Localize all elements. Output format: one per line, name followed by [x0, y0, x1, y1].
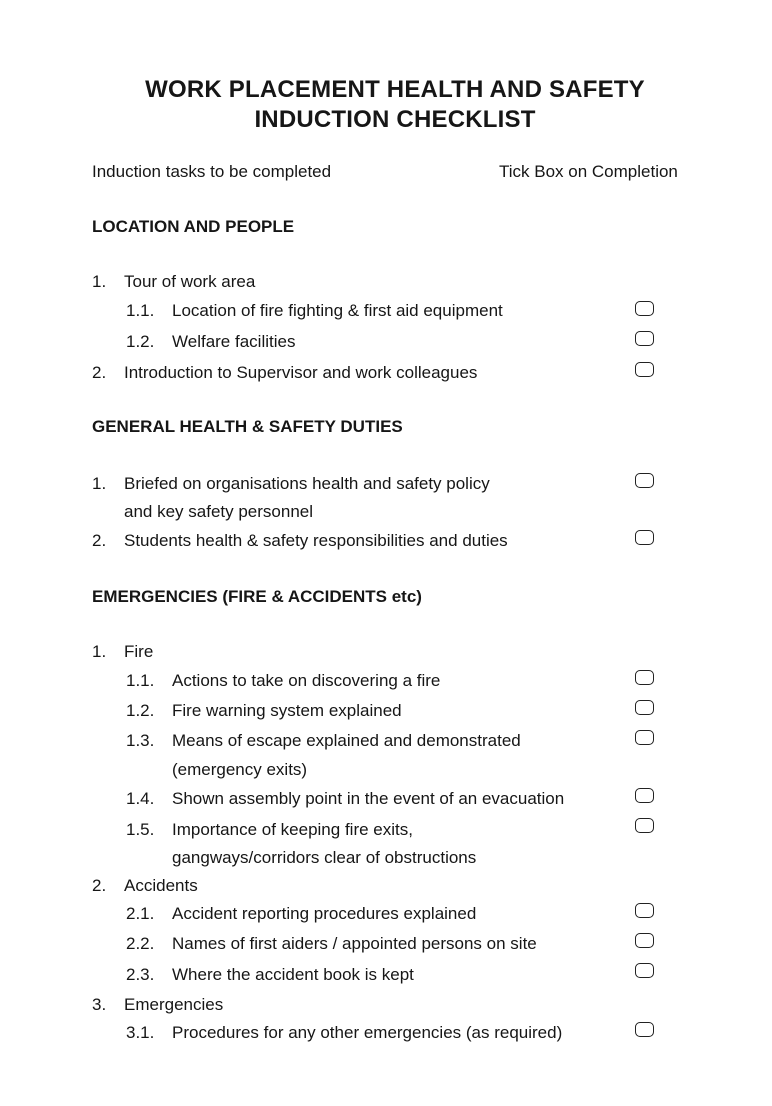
item-number: 2.	[92, 876, 107, 895]
item-text: Names of first aiders / appointed persons on site	[172, 934, 537, 953]
item-text: Tour of work area	[124, 272, 256, 291]
checkbox-first-aiders[interactable]	[635, 933, 654, 948]
item-number: 3.	[92, 995, 107, 1014]
item-text: Importance of keeping fire exits,	[172, 820, 413, 839]
item-number: 2.2.	[126, 934, 155, 953]
checkbox-welfare-facilities[interactable]	[635, 331, 654, 346]
item-number: 1.	[92, 474, 107, 493]
item-number: 1.5.	[126, 820, 155, 839]
item-number: 1.	[92, 272, 107, 291]
item-number: 1.1.	[126, 671, 155, 690]
checkbox-safety-policy-briefing[interactable]	[635, 473, 654, 488]
checkbox-fire-fighting-first-aid-location[interactable]	[635, 301, 654, 316]
item-number: 3.1.	[126, 1023, 155, 1042]
checkbox-accident-book[interactable]	[635, 963, 654, 978]
item-text: Welfare facilities	[172, 332, 296, 351]
item-text-continued: gangways/corridors clear of obstructions	[172, 848, 477, 867]
item-text: Actions to take on discovering a fire	[172, 671, 441, 690]
item-number: 1.4.	[126, 789, 155, 808]
section-heading-emergencies: EMERGENCIES (FIRE & ACCIDENTS etc)	[92, 587, 422, 606]
item-number: 1.1.	[126, 301, 155, 320]
checkbox-accident-reporting[interactable]	[635, 903, 654, 918]
checkbox-discovering-fire[interactable]	[635, 670, 654, 685]
checkbox-means-of-escape[interactable]	[635, 730, 654, 745]
item-text: Emergencies	[124, 995, 224, 1014]
checkbox-other-emergencies[interactable]	[635, 1022, 654, 1037]
item-number: 1.	[92, 642, 107, 661]
item-text: Students health & safety responsibilities and duties	[124, 531, 508, 550]
item-text-continued: (emergency exits)	[172, 760, 308, 779]
section-heading-location-and-people: LOCATION AND PEOPLE	[92, 217, 295, 236]
item-text: Fire warning system explained	[172, 701, 402, 720]
tasks-column-header: Induction tasks to be completed	[92, 162, 332, 181]
item-text: Fire	[124, 642, 154, 661]
item-number: 2.1.	[126, 904, 155, 923]
checkbox-fire-exits-clear[interactable]	[635, 818, 654, 833]
item-text: Means of escape explained and demonstrated	[172, 731, 521, 750]
item-number: 1.2.	[126, 332, 155, 351]
item-text: Introduction to Supervisor and work colleagues	[124, 363, 478, 382]
item-number: 1.3.	[126, 731, 155, 750]
item-text: Procedures for any other emergencies (as required)	[172, 1023, 563, 1042]
item-number: 1.2.	[126, 701, 155, 720]
item-text: Where the accident book is kept	[172, 965, 414, 984]
item-text: Briefed on organisations health and safety policy	[124, 474, 490, 493]
checkbox-introduction-supervisor[interactable]	[635, 362, 654, 377]
section-heading-general-health-safety-duties: GENERAL HEALTH & SAFETY DUTIES	[92, 417, 403, 436]
document-title-line-2: INDUCTION CHECKLIST	[254, 106, 536, 133]
checkbox-fire-warning-system[interactable]	[635, 700, 654, 715]
item-text: Location of fire fighting & first aid equipment	[172, 301, 503, 320]
document-title-line-1: WORK PLACEMENT HEALTH AND SAFETY	[145, 76, 645, 103]
item-text-continued: and key safety personnel	[124, 502, 314, 521]
item-text: Accident reporting procedures explained	[172, 904, 477, 923]
item-number: 2.	[92, 531, 107, 550]
checkbox-assembly-point[interactable]	[635, 788, 654, 803]
item-number: 2.3.	[126, 965, 155, 984]
item-number: 2.	[92, 363, 107, 382]
checkbox-student-responsibilities[interactable]	[635, 530, 654, 545]
item-text: Shown assembly point in the event of an evacuation	[172, 789, 565, 808]
tick-column-header: Tick Box on Completion	[499, 162, 678, 181]
item-text: Accidents	[124, 876, 198, 895]
